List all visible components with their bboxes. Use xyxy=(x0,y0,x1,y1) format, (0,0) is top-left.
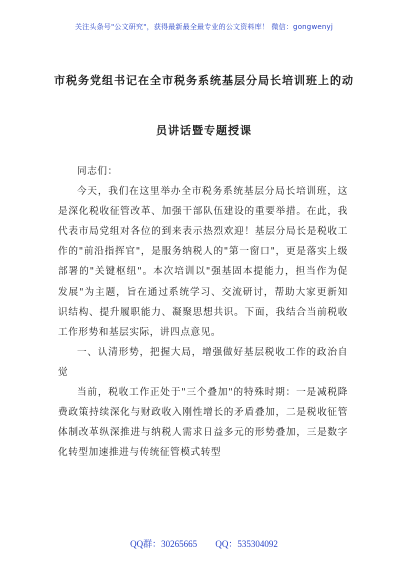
footer-qq: QQ：535304092 xyxy=(215,539,278,549)
footer-contact xyxy=(0,537,408,550)
header-note: 关注头条号"公文研究"，获得最新最全最专业的公文资料库！ 微信：gongwenyj xyxy=(74,23,334,31)
document-body xyxy=(58,162,348,463)
document-title-line-1: 市税务党组书记在全市税务系统基层分局长培训班上的动 xyxy=(54,74,354,87)
salutation: 同志们： xyxy=(77,166,118,177)
body-paragraph: 当前，税收工作正处于"三个叠加"的特殊时期：一是减税降费政策持续深化与财政收入刚性增长的矛盾叠加，二是税收征管体制改革纵深推进与纳税人需求日益多元的形势叠加，三是数字化转型加速推进与传统征管模式转型 xyxy=(58,387,348,459)
body-paragraph: 今天，我们在这里举办全市税务系统基层分局长培训班，这是深化税收征管改革、加强干部队伍建设的重要举措。在此，我代表市局党组对各位的到来表示热烈欢迎！基层分局长是税收工作的"前沿指挥官"，是服务纳税人的"第一窗口"，更是落实上级部署的"关键枢纽"。本次培训以"强基固本提能力，担当作为促发展"为主题，旨在通过系统学习、交流研讨，帮助大家更新知识结构、提升履职能力、凝聚思想共识。下面，我结合当前税收工作形势和基层实际，讲四点意见。 xyxy=(58,186,348,338)
footer-qq-group: QQ群：30265665 xyxy=(130,539,198,549)
document-title-line-2: 员讲话暨专题授课 xyxy=(156,124,252,137)
section-heading: 一、认清形势，把握大局，增强做好基层税收工作的政治自觉 xyxy=(58,346,348,378)
